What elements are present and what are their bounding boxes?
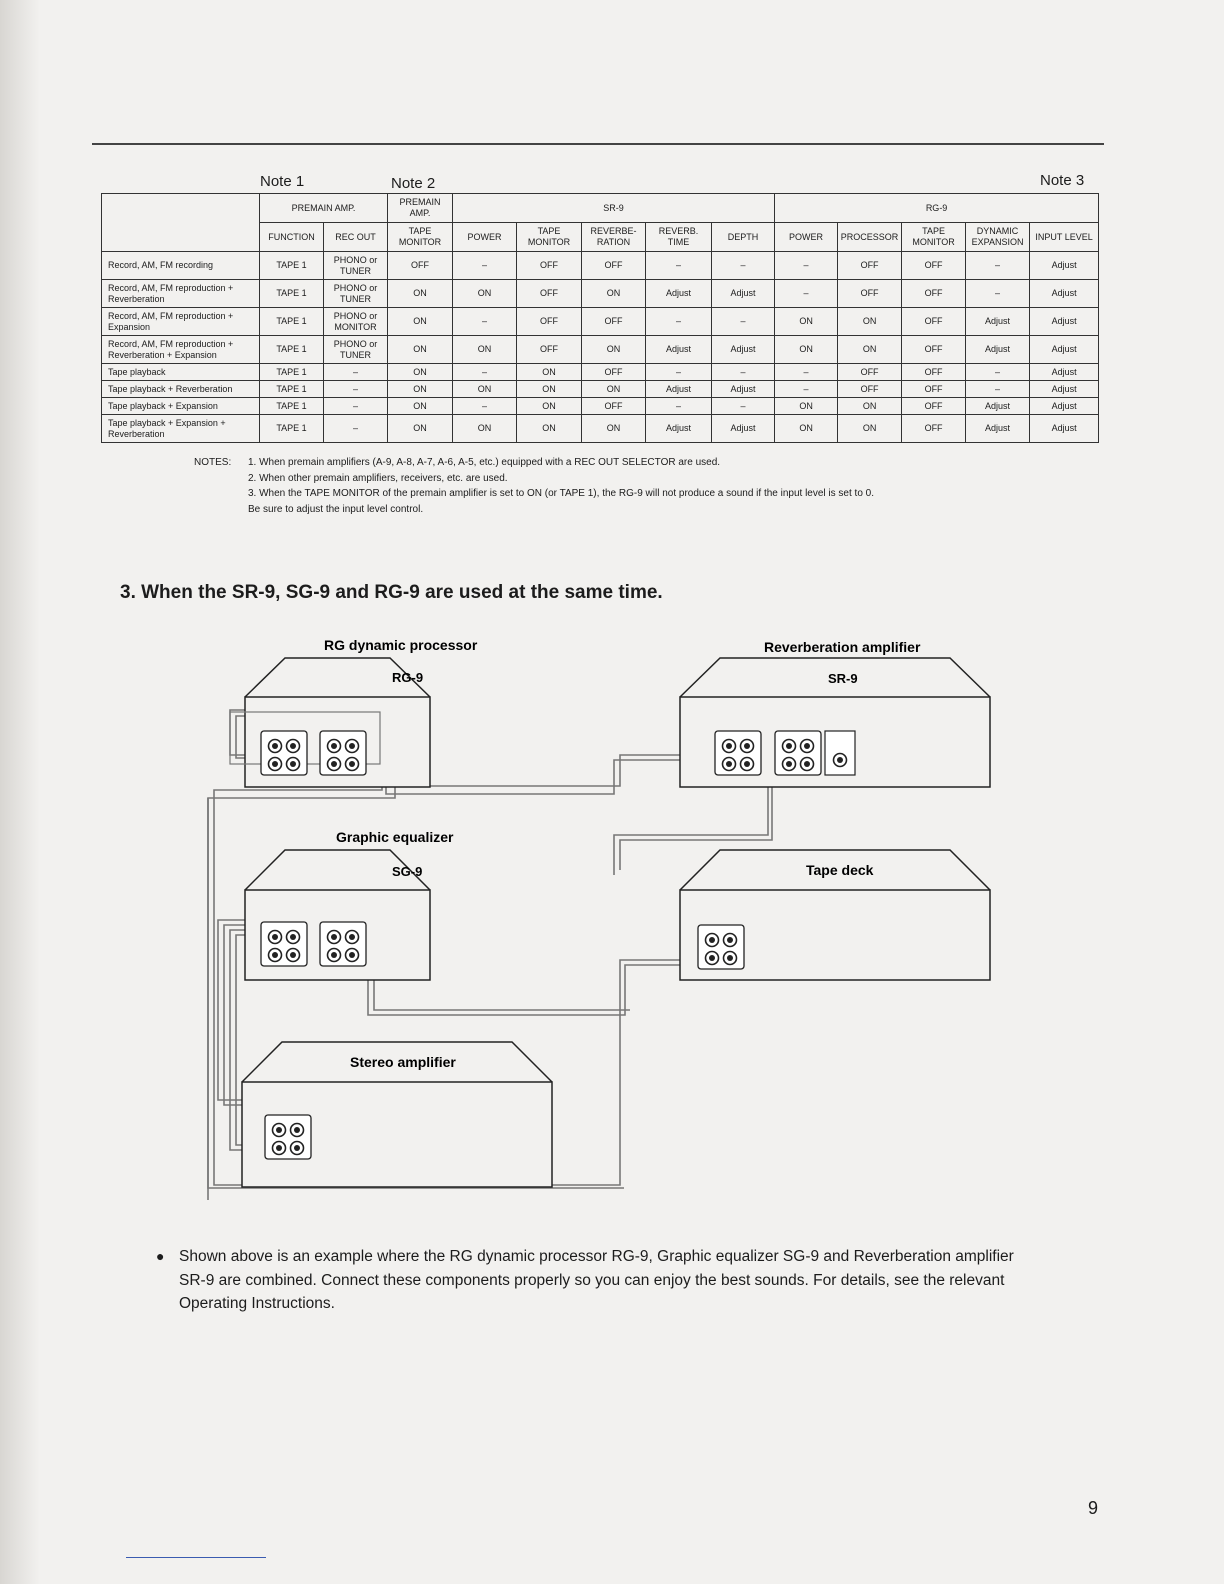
table-cell: –	[775, 280, 838, 308]
table-cell: ON	[582, 280, 646, 308]
table-cell: –	[966, 381, 1030, 398]
table-cell: –	[775, 252, 838, 280]
table-cell: Adjust	[646, 280, 712, 308]
table-cell: Adjust	[966, 308, 1030, 336]
premain-amp-group-2: PREMAIN AMP.	[388, 194, 453, 223]
table-cell: PHONO or MONITOR	[324, 308, 388, 336]
table-cell: TAPE 1	[260, 280, 324, 308]
table-row	[102, 336, 1099, 364]
table-cell: Adjust	[646, 415, 712, 443]
sg9-tape-jacks	[320, 922, 366, 966]
table-cell: OFF	[838, 364, 902, 381]
table-cell: –	[324, 364, 388, 381]
table-cell: TAPE 1	[260, 381, 324, 398]
table-cell: Adjust	[966, 415, 1030, 443]
column-header: REVERB. TIME	[646, 223, 712, 252]
sg9-unit	[245, 850, 430, 980]
bullet: ●	[156, 1248, 165, 1264]
table-cell: OFF	[902, 364, 966, 381]
sr9-unit	[680, 658, 990, 787]
sg9-model: SG-9	[392, 864, 423, 879]
section-title: 3. When the SR-9, SG-9 and RG-9 are used at the same time.	[120, 582, 663, 603]
table-cell: –	[324, 398, 388, 415]
table-body	[102, 252, 1099, 443]
table-cell: Adjust	[646, 381, 712, 398]
note-item: 1. When premain amplifiers (A-9, A-8, A-7, A-6, A-5, etc.) equipped with a REC OUT SELECTOR are used.	[248, 457, 721, 468]
caption-paragraph	[156, 1245, 1026, 1316]
note-2-label: Note 2	[391, 175, 436, 192]
table-cell: ON	[582, 415, 646, 443]
table-cell: ON	[775, 415, 838, 443]
rg9-unit	[230, 658, 430, 787]
table-row	[102, 381, 1099, 398]
mode-cell: Record, AM, FM reproduction + Reverberation + Expansion	[102, 336, 260, 364]
table-cell: ON	[838, 415, 902, 443]
table-cell: Adjust	[712, 415, 775, 443]
table-cell: ON	[775, 398, 838, 415]
table-cell: Adjust	[712, 280, 775, 308]
table-cell: ON	[388, 280, 453, 308]
column-header: REVERBE- RATION	[582, 223, 646, 252]
column-header: POWER	[775, 223, 838, 252]
table-cell: –	[712, 364, 775, 381]
table-cell: OFF	[517, 308, 582, 336]
column-header: TAPE MONITOR	[517, 223, 582, 252]
rg9-group: RG-9	[775, 194, 1099, 223]
table-cell: TAPE 1	[260, 308, 324, 336]
table-cell: –	[966, 364, 1030, 381]
table-cell: Adjust	[1030, 280, 1099, 308]
sr9-model: SR-9	[828, 671, 858, 686]
table-cell: Adjust	[712, 336, 775, 364]
mode-cell: Record, AM, FM reproduction + Reverberation	[102, 280, 260, 308]
table-cell: Adjust	[1030, 415, 1099, 443]
operation-settings-table	[101, 193, 1099, 443]
table-cell: PHONO or TUNER	[324, 280, 388, 308]
table-cell: OFF	[902, 280, 966, 308]
sg9-input-output-jacks	[261, 922, 307, 966]
table-row	[102, 280, 1099, 308]
mode-cell: Record, AM, FM recording	[102, 252, 260, 280]
note-1-label: Note 1	[260, 173, 305, 190]
table-cell: OFF	[902, 252, 966, 280]
table-cell: OFF	[582, 364, 646, 381]
table-cell: –	[453, 398, 517, 415]
table-cell: TAPE 1	[260, 364, 324, 381]
table-row	[102, 252, 1099, 280]
column-header: PROCESSOR	[838, 223, 902, 252]
table-cell: ON	[388, 308, 453, 336]
connection-diagram	[200, 630, 1010, 1200]
table-cell: TAPE 1	[260, 415, 324, 443]
table-cell: Adjust	[1030, 364, 1099, 381]
rg9-model: RG-9	[392, 670, 424, 685]
table-cell: ON	[838, 398, 902, 415]
table-row	[102, 364, 1099, 381]
page-number: 9	[1088, 1498, 1099, 1518]
table-cell: ON	[838, 336, 902, 364]
table-cell: ON	[388, 415, 453, 443]
table-cell: OFF	[582, 252, 646, 280]
table-cell: TAPE 1	[260, 252, 324, 280]
mode-cell: Tape playback + Expansion	[102, 398, 260, 415]
table-cell: ON	[517, 364, 582, 381]
table-row	[102, 415, 1099, 443]
table-cell: Adjust	[646, 336, 712, 364]
table-cell: –	[453, 252, 517, 280]
table-cell: OFF	[582, 398, 646, 415]
sr9-tape-jacks	[775, 731, 821, 775]
table-cell: Adjust	[966, 398, 1030, 415]
stereo-amplifier-title: Stereo amplifier	[350, 1054, 456, 1070]
table-cell: ON	[775, 336, 838, 364]
table-cell: OFF	[838, 280, 902, 308]
table-cell: –	[453, 364, 517, 381]
table-cell: –	[712, 252, 775, 280]
table-cell: TAPE 1	[260, 336, 324, 364]
table-cell: ON	[388, 336, 453, 364]
table-cell: ON	[453, 280, 517, 308]
table-cell: ON	[582, 336, 646, 364]
table-cell: OFF	[838, 252, 902, 280]
table-cell: OFF	[582, 308, 646, 336]
tape-deck-jacks	[698, 925, 744, 969]
table-cell: –	[775, 364, 838, 381]
table-cell: OFF	[902, 381, 966, 398]
table-cell: Adjust	[1030, 252, 1099, 280]
table-cell: –	[712, 398, 775, 415]
table-cell: ON	[582, 381, 646, 398]
table-cell: –	[966, 252, 1030, 280]
bottom-rule	[126, 1557, 266, 1558]
table-cell: ON	[517, 381, 582, 398]
premain-amp-group: PREMAIN AMP.	[260, 194, 388, 223]
table-cell: ON	[388, 398, 453, 415]
sg9-title: Graphic equalizer	[336, 829, 454, 845]
table-cell: ON	[517, 415, 582, 443]
note-item: Be sure to adjust the input level control.	[248, 503, 424, 515]
table-cell: OFF	[902, 398, 966, 415]
top-rule	[92, 143, 1104, 145]
table-cell: –	[453, 308, 517, 336]
tape-deck-title: Tape deck	[806, 862, 874, 878]
mode-cell: Tape playback	[102, 364, 260, 381]
table-cell: –	[966, 280, 1030, 308]
table-cell: TAPE 1	[260, 398, 324, 415]
notes-label: NOTES:	[194, 457, 232, 468]
notes-list	[248, 455, 1048, 517]
table-row	[102, 308, 1099, 336]
table-cell: ON	[453, 415, 517, 443]
table-cell: PHONO or TUNER	[324, 252, 388, 280]
table-cell: PHONO or TUNER	[324, 336, 388, 364]
note-item: 2. When other premain amplifiers, receivers, etc. are used.	[248, 472, 508, 484]
table-cell: ON	[388, 381, 453, 398]
table-cell: –	[775, 381, 838, 398]
column-header: REC OUT	[324, 223, 388, 252]
column-header: TAPE MONITOR	[902, 223, 966, 252]
rg9-tape-jacks	[320, 731, 366, 775]
column-header: POWER	[453, 223, 517, 252]
stereo-amplifier-unit	[242, 1042, 552, 1187]
table-cell: Adjust	[1030, 398, 1099, 415]
column-header: INPUT LEVEL	[1030, 223, 1099, 252]
mode-header	[102, 194, 260, 252]
table-cell: ON	[388, 364, 453, 381]
table-cell: –	[646, 364, 712, 381]
table-cell: –	[646, 398, 712, 415]
table-cell: OFF	[517, 280, 582, 308]
table-cell: Adjust	[712, 381, 775, 398]
table-cell: ON	[517, 398, 582, 415]
column-header: DEPTH	[712, 223, 775, 252]
table-cell: –	[646, 308, 712, 336]
sr9-title: Reverberation amplifier	[764, 639, 921, 655]
table-cell: ON	[775, 308, 838, 336]
note-item: 3. When the TAPE MONITOR of the premain amplifier is set to ON (or TAPE 1), the RG-9 will not produce a sound if the input level is set to 0.	[248, 488, 875, 499]
rg9-input-output-jacks	[261, 731, 307, 775]
caption-text: Shown above is an example where the RG dynamic processor RG-9, Graphic equalizer SG-9 and Reverberation amplifier SR-9 are combined. Connect these components properly so you can enjoy the best sounds. For details, see the relevant Operating Instructions.	[179, 1248, 1014, 1312]
tape-deck-unit	[680, 850, 990, 980]
table-cell: Adjust	[1030, 336, 1099, 364]
sr9-reverberation-jacks	[715, 731, 761, 775]
table-cell: OFF	[517, 336, 582, 364]
table-cell: Adjust	[1030, 381, 1099, 398]
table-row	[102, 398, 1099, 415]
mode-cell: Tape playback + Expansion + Reverberation	[102, 415, 260, 443]
column-header: DYNAMIC EXPANSION	[966, 223, 1030, 252]
table-cell: –	[324, 415, 388, 443]
table-cell: ON	[453, 336, 517, 364]
table-cell: –	[324, 381, 388, 398]
table-cell: –	[646, 252, 712, 280]
sr9-group: SR-9	[453, 194, 775, 223]
column-header: TAPE MONITOR	[388, 223, 453, 252]
mode-cell: Record, AM, FM reproduction + Expansion	[102, 308, 260, 336]
table-cell: Adjust	[966, 336, 1030, 364]
table-cell: –	[712, 308, 775, 336]
rg9-title: RG dynamic processor	[324, 637, 478, 653]
table-cell: OFF	[517, 252, 582, 280]
table-cell: ON	[838, 308, 902, 336]
table-cell: OFF	[902, 308, 966, 336]
table-cell: OFF	[838, 381, 902, 398]
table-cell: Adjust	[1030, 308, 1099, 336]
mode-cell: Tape playback + Reverberation	[102, 381, 260, 398]
table-cell: OFF	[902, 415, 966, 443]
page-edge-shadow	[0, 0, 40, 1584]
table-cell: ON	[453, 381, 517, 398]
stereo-amplifier-tape-jacks	[265, 1115, 311, 1159]
table-cell: OFF	[388, 252, 453, 280]
note-3-label: Note 3	[1040, 172, 1085, 189]
column-header: FUNCTION	[260, 223, 324, 252]
table-cell: OFF	[902, 336, 966, 364]
